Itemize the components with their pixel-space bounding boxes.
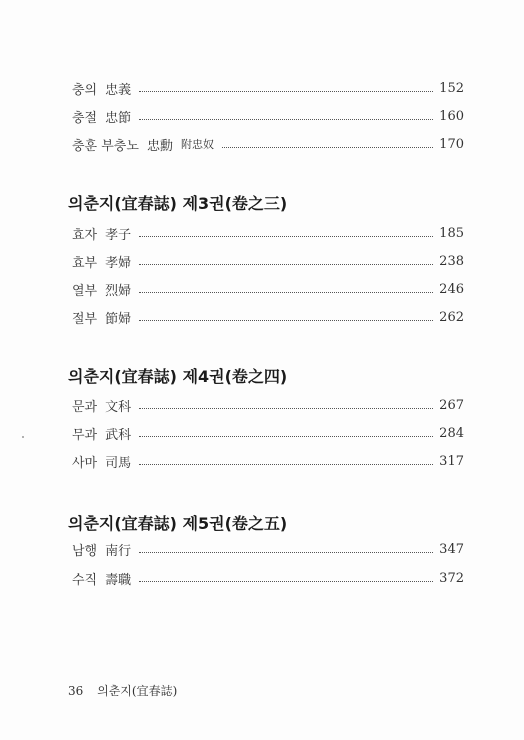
entry-hanja: 孝子 bbox=[105, 227, 132, 243]
scan-speck bbox=[22, 436, 24, 438]
section-heading-volume-3: 의춘지(宜春誌) 제3권(卷之三) bbox=[68, 194, 288, 213]
dot-leader bbox=[139, 119, 433, 120]
entry-page-number: 284 bbox=[439, 425, 464, 441]
entry-page-number: 246 bbox=[439, 281, 464, 297]
entry-page-number: 238 bbox=[439, 253, 464, 269]
toc-entry-sujik bbox=[72, 566, 464, 590]
dot-leader bbox=[139, 236, 433, 237]
toc-entry-hyobu bbox=[72, 249, 464, 273]
running-title: 의춘지(宜春誌) bbox=[97, 684, 178, 698]
entry-page-number: 317 bbox=[439, 453, 464, 469]
entry-page-number: 267 bbox=[439, 397, 464, 413]
toc-entry-jeolbu bbox=[72, 305, 464, 329]
dot-leader bbox=[222, 147, 433, 148]
entry-note: 附忠奴 bbox=[180, 138, 214, 151]
entry-label: 문과 bbox=[72, 399, 98, 415]
toc-entry-yeolbu bbox=[72, 277, 464, 301]
toc-entry-chungui bbox=[72, 76, 464, 100]
entry-label: 수직 bbox=[72, 572, 98, 588]
entry-label: 절부 bbox=[72, 311, 98, 327]
entry-hanja: 武科 bbox=[105, 427, 132, 443]
entry-hanja: 忠義 bbox=[105, 82, 132, 98]
dot-leader bbox=[139, 91, 433, 92]
entry-page-number: 170 bbox=[439, 136, 464, 152]
toc-entry-mugwa bbox=[72, 421, 464, 445]
toc-entry-namhaeng bbox=[72, 537, 464, 561]
dot-leader bbox=[139, 320, 433, 321]
section-heading-volume-5: 의춘지(宜春誌) 제5권(卷之五) bbox=[68, 514, 288, 533]
toc-entry-chunghun bbox=[72, 132, 464, 156]
entry-page-number: 152 bbox=[439, 80, 464, 96]
entry-hanja: 忠節 bbox=[105, 110, 132, 126]
entry-page-number: 347 bbox=[439, 541, 464, 557]
entry-page-number: 262 bbox=[439, 309, 464, 325]
entry-label: 충의 bbox=[72, 82, 98, 98]
section-heading-volume-4: 의춘지(宜春誌) 제4권(卷之四) bbox=[68, 367, 288, 386]
toc-entry-mungwa bbox=[72, 393, 464, 417]
entry-hanja: 司馬 bbox=[105, 455, 132, 471]
entry-label: 충훈 부충노 bbox=[72, 138, 139, 154]
entry-page-number: 372 bbox=[439, 570, 464, 586]
entry-page-number: 160 bbox=[439, 108, 464, 124]
entry-hanja: 孝婦 bbox=[105, 255, 132, 271]
dot-leader bbox=[139, 581, 433, 582]
folio-number: 36 bbox=[68, 684, 84, 698]
page-footer bbox=[68, 682, 177, 699]
dot-leader bbox=[139, 408, 433, 409]
dot-leader bbox=[139, 292, 433, 293]
entry-hanja: 烈婦 bbox=[105, 283, 132, 299]
entry-hanja: 節婦 bbox=[105, 311, 132, 327]
toc-entry-sama bbox=[72, 449, 464, 473]
dot-leader bbox=[139, 264, 433, 265]
dot-leader bbox=[139, 552, 433, 553]
entry-label: 무과 bbox=[72, 427, 98, 443]
dot-leader bbox=[139, 464, 433, 465]
entry-hanja: 忠勳 bbox=[146, 138, 173, 154]
entry-page-number: 185 bbox=[439, 225, 464, 241]
entry-label: 열부 bbox=[72, 283, 98, 299]
entry-hanja: 南行 bbox=[105, 543, 132, 559]
dot-leader bbox=[139, 436, 433, 437]
entry-label: 남행 bbox=[72, 543, 98, 559]
entry-label: 효자 bbox=[72, 227, 98, 243]
entry-label: 충절 bbox=[72, 110, 98, 126]
toc-entry-chungjeol bbox=[72, 104, 464, 128]
entry-label: 효부 bbox=[72, 255, 98, 271]
toc-entry-hyoja bbox=[72, 221, 464, 245]
entry-label: 사마 bbox=[72, 455, 98, 471]
entry-hanja: 壽職 bbox=[105, 572, 132, 588]
entry-hanja: 文科 bbox=[105, 399, 132, 415]
